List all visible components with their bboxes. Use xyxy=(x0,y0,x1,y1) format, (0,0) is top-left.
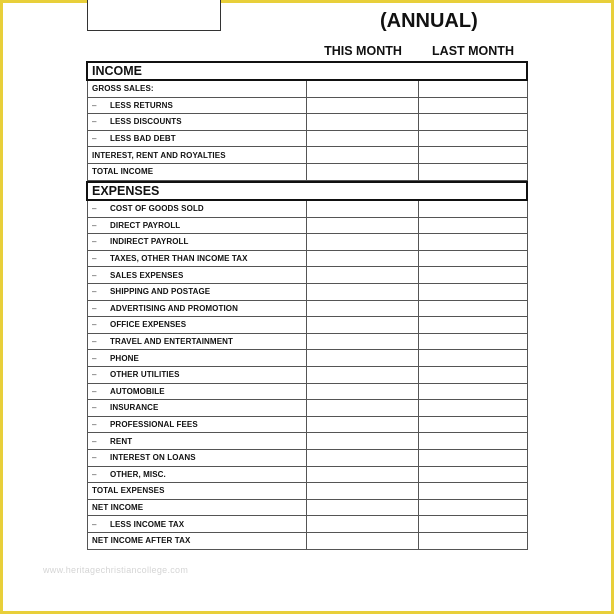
last-month-cell[interactable] xyxy=(419,483,528,499)
row-label xyxy=(87,147,307,163)
table-row xyxy=(87,81,528,98)
last-month-cell[interactable] xyxy=(419,334,528,350)
last-month-cell[interactable] xyxy=(419,131,528,147)
row-label xyxy=(87,384,307,400)
last-month-cell[interactable] xyxy=(419,350,528,366)
this-month-cell[interactable] xyxy=(307,114,419,130)
this-month-cell[interactable] xyxy=(307,500,419,516)
watermark: www.heritagechristiancollege.com xyxy=(43,565,189,575)
this-month-cell[interactable] xyxy=(307,301,419,317)
last-month-cell[interactable] xyxy=(419,533,528,549)
this-month-cell[interactable] xyxy=(307,417,419,433)
this-month-cell[interactable] xyxy=(307,81,419,97)
dash-marker: – xyxy=(92,420,97,430)
row-label-text: OTHER UTILITIES xyxy=(110,370,180,380)
dash-marker: – xyxy=(92,204,97,214)
table-row xyxy=(87,301,528,318)
dash-marker: – xyxy=(92,270,97,280)
this-month-cell[interactable] xyxy=(307,334,419,350)
table-row xyxy=(87,417,528,434)
table-row xyxy=(87,533,528,550)
row-label xyxy=(87,267,307,283)
this-month-cell[interactable] xyxy=(307,350,419,366)
this-month-cell[interactable] xyxy=(307,533,419,549)
income-section-heading: INCOME xyxy=(86,61,528,81)
table-row xyxy=(87,483,528,500)
table-row xyxy=(87,284,528,301)
table-row xyxy=(87,433,528,450)
row-label xyxy=(87,131,307,147)
last-month-cell[interactable] xyxy=(419,81,528,97)
last-month-cell[interactable] xyxy=(419,417,528,433)
row-label-text: NET INCOME xyxy=(92,503,144,513)
table-row xyxy=(87,384,528,401)
last-month-cell[interactable] xyxy=(419,450,528,466)
table-row xyxy=(87,334,528,351)
this-month-cell[interactable] xyxy=(307,433,419,449)
this-month-cell[interactable] xyxy=(307,450,419,466)
dash-marker: – xyxy=(92,134,97,144)
table-row xyxy=(87,500,528,517)
this-month-cell[interactable] xyxy=(307,367,419,383)
row-label-text: INDIRECT PAYROLL xyxy=(110,237,189,247)
table-row xyxy=(87,317,528,334)
row-label xyxy=(87,301,307,317)
row-label xyxy=(87,234,307,250)
table-row xyxy=(87,450,528,467)
row-label-text: DIRECT PAYROLL xyxy=(110,220,181,230)
dash-marker: – xyxy=(92,287,97,297)
dash-marker: – xyxy=(92,220,97,230)
row-label-text: SALES EXPENSES xyxy=(110,270,184,280)
row-label-text: SHIPPING AND POSTAGE xyxy=(110,287,211,297)
row-label-text: ADVERTISING AND PROMOTION xyxy=(110,303,238,313)
dash-marker: – xyxy=(92,237,97,247)
last-month-cell[interactable] xyxy=(419,267,528,283)
row-label xyxy=(87,114,307,130)
row-label-text: PROFESSIONAL FEES xyxy=(110,420,198,430)
last-month-cell[interactable] xyxy=(419,251,528,267)
this-month-cell[interactable] xyxy=(307,201,419,217)
last-month-cell[interactable] xyxy=(419,234,528,250)
this-month-cell[interactable] xyxy=(307,400,419,416)
dash-marker: – xyxy=(92,370,97,380)
last-month-cell[interactable] xyxy=(419,301,528,317)
last-month-cell[interactable] xyxy=(419,201,528,217)
table-row xyxy=(87,400,528,417)
row-label xyxy=(87,218,307,234)
dash-marker: – xyxy=(92,386,97,396)
this-month-cell[interactable] xyxy=(307,467,419,483)
expenses-section-heading: EXPENSES xyxy=(86,181,528,201)
row-label-text: NET INCOME AFTER TAX xyxy=(92,536,191,546)
dash-marker: – xyxy=(92,320,97,330)
row-label xyxy=(87,367,307,383)
dash-marker: – xyxy=(92,254,97,264)
table-row xyxy=(87,516,528,533)
dash-marker: – xyxy=(92,353,97,363)
last-month-cell[interactable] xyxy=(419,317,528,333)
dash-marker: – xyxy=(92,337,97,347)
row-label xyxy=(87,251,307,267)
row-label xyxy=(87,483,307,499)
last-month-cell[interactable] xyxy=(419,384,528,400)
row-label-text: TOTAL EXPENSES xyxy=(92,486,165,496)
dash-marker: – xyxy=(92,100,97,110)
table-row xyxy=(87,467,528,484)
row-label xyxy=(87,98,307,114)
row-label xyxy=(87,400,307,416)
this-month-cell[interactable] xyxy=(307,267,419,283)
table-row xyxy=(87,218,528,235)
row-label-text: INTEREST ON LOANS xyxy=(110,453,196,463)
dash-marker: – xyxy=(92,436,97,446)
this-month-cell[interactable] xyxy=(307,147,419,163)
row-label xyxy=(87,201,307,217)
row-label xyxy=(87,533,307,549)
dash-marker: – xyxy=(92,453,97,463)
table-row xyxy=(87,201,528,218)
column-header-this-month: THIS MONTH xyxy=(324,44,402,58)
row-label-text: AUTOMOBILE xyxy=(110,386,165,396)
row-label xyxy=(87,433,307,449)
row-label-text: TAXES, OTHER THAN INCOME TAX xyxy=(110,254,248,264)
last-month-cell[interactable] xyxy=(419,164,528,180)
this-month-cell[interactable] xyxy=(307,251,419,267)
last-month-cell[interactable] xyxy=(419,516,528,532)
row-label-text: LESS BAD DEBT xyxy=(110,134,176,144)
row-label xyxy=(87,500,307,516)
this-month-cell[interactable] xyxy=(307,284,419,300)
this-month-cell[interactable] xyxy=(307,131,419,147)
row-label-text: TOTAL INCOME xyxy=(92,167,154,177)
row-label xyxy=(87,467,307,483)
dash-marker: – xyxy=(92,403,97,413)
table-row xyxy=(87,234,528,251)
this-month-cell[interactable] xyxy=(307,516,419,532)
row-label xyxy=(87,417,307,433)
row-label-text: OTHER, MISC. xyxy=(110,469,166,479)
table-row xyxy=(87,350,528,367)
row-label-text: LESS RETURNS xyxy=(110,100,173,110)
last-month-cell[interactable] xyxy=(419,114,528,130)
row-label-text: LESS INCOME TAX xyxy=(110,519,185,529)
last-month-cell[interactable] xyxy=(419,367,528,383)
this-month-cell[interactable] xyxy=(307,98,419,114)
this-month-cell[interactable] xyxy=(307,317,419,333)
last-month-cell[interactable] xyxy=(419,433,528,449)
dash-marker: – xyxy=(92,303,97,313)
row-label xyxy=(87,284,307,300)
logo-placeholder-box xyxy=(87,0,221,31)
column-header-last-month: LAST MONTH xyxy=(432,44,514,58)
this-month-cell[interactable] xyxy=(307,164,419,180)
dash-marker: – xyxy=(92,519,97,529)
dash-marker: – xyxy=(92,469,97,479)
table-row xyxy=(87,164,528,181)
document-subtitle: (ANNUAL) xyxy=(380,10,478,32)
row-label-text: OFFICE EXPENSES xyxy=(110,320,187,330)
table-row xyxy=(87,114,528,131)
row-label-text: LESS DISCOUNTS xyxy=(110,117,182,127)
table-row xyxy=(87,367,528,384)
row-label xyxy=(87,450,307,466)
this-month-cell[interactable] xyxy=(307,483,419,499)
row-label-text: GROSS SALES: xyxy=(92,84,154,94)
last-month-cell[interactable] xyxy=(419,284,528,300)
row-label xyxy=(87,334,307,350)
dash-marker: – xyxy=(92,117,97,127)
last-month-cell[interactable] xyxy=(419,98,528,114)
this-month-cell[interactable] xyxy=(307,234,419,250)
table-row xyxy=(87,267,528,284)
row-label xyxy=(87,81,307,97)
row-label-text: INTEREST, RENT AND ROYALTIES xyxy=(92,150,226,160)
last-month-cell[interactable] xyxy=(419,147,528,163)
row-label-text: PHONE xyxy=(110,353,139,363)
last-month-cell[interactable] xyxy=(419,218,528,234)
this-month-cell[interactable] xyxy=(307,384,419,400)
table-row xyxy=(87,147,528,164)
row-label-text: INSURANCE xyxy=(110,403,159,413)
row-label xyxy=(87,516,307,532)
last-month-cell[interactable] xyxy=(419,500,528,516)
row-label-text: COST OF GOODS SOLD xyxy=(110,204,204,214)
row-label xyxy=(87,164,307,180)
table-row xyxy=(87,251,528,268)
this-month-cell[interactable] xyxy=(307,218,419,234)
row-label xyxy=(87,350,307,366)
last-month-cell[interactable] xyxy=(419,467,528,483)
row-label xyxy=(87,317,307,333)
table-row xyxy=(87,131,528,148)
row-label-text: RENT xyxy=(110,436,133,446)
last-month-cell[interactable] xyxy=(419,400,528,416)
table-row xyxy=(87,98,528,115)
row-label-text: TRAVEL AND ENTERTAINMENT xyxy=(110,337,233,347)
